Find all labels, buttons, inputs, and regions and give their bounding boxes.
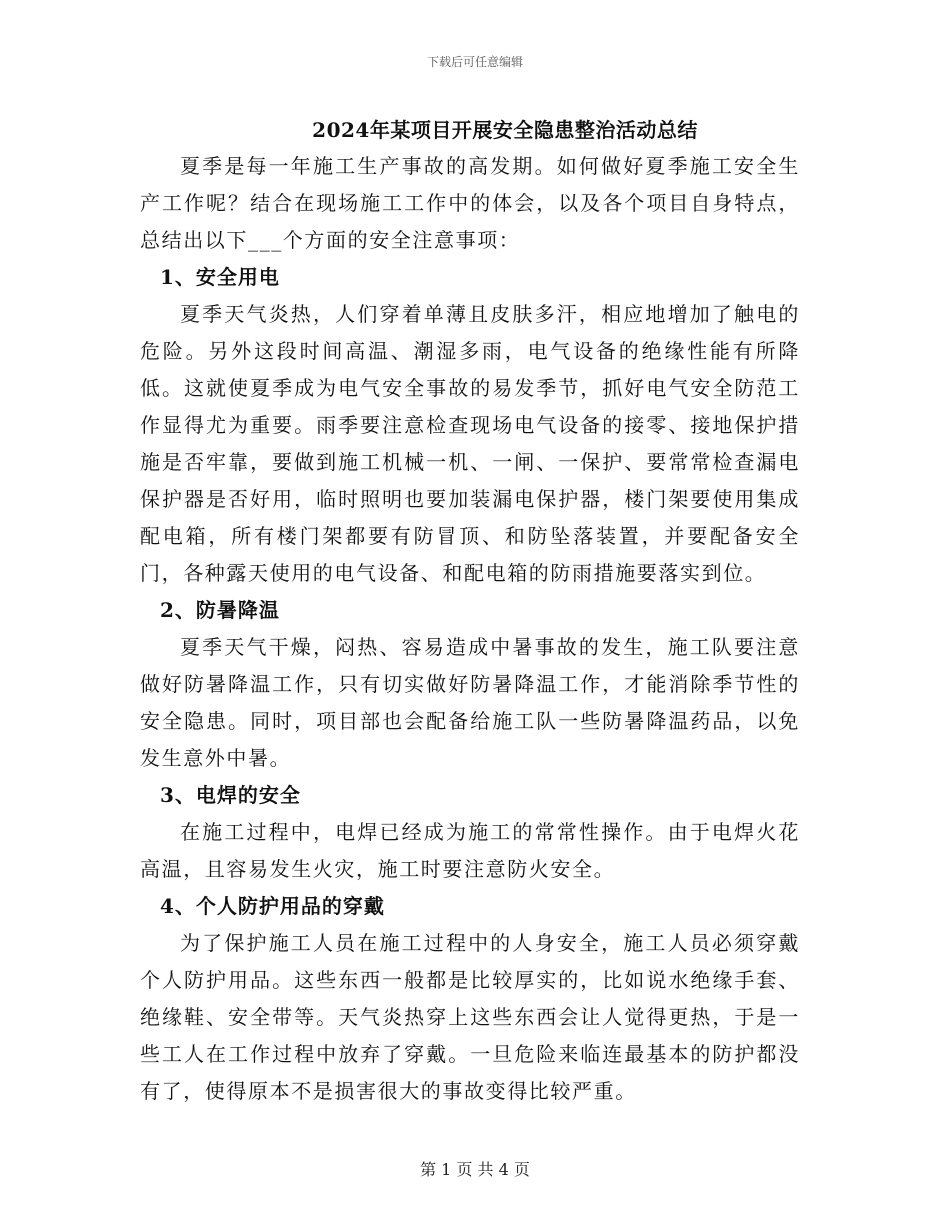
section-heading-electricity: 1、安全用电 [160,265,280,289]
document-body [140,148,800,1110]
page-footer: 第 1 页 共 4 页 [420,1160,530,1179]
header-note: 下载后可任意编辑 [426,55,523,69]
section-body-welding: 在施工过程中，电焊已经成为施工的常常性操作。由于电焊火花高温，且容易发生火灾，施工时要注意防火安全。 [140,820,800,881]
section-body-electricity: 夏季天气炎热，人们穿着单薄且皮肤多汗，相应地增加了触电的危险。另外这段时间高温、潮湿多雨，电气设备的绝缘性能有所降低。这就使夏季成为电气安全事故的易发季节，抓好电气安全防范工作显得尤为重要。雨季要注意检查现场电气设备的接零、接地保护措施是否牢靠，要做到施工机械一机、一闸、一保护、要常常检查漏电保护器是否好用，临时照明也要加装漏电保护器，楼门架要使用集成配电箱，所有楼门架都要有防冒顶、和防坠落装置，并要配备安全门，各种露天使用的电气设备、和配电箱的防雨措施要落实到位。 [140,302,800,585]
intro-paragraph: 夏季是每一年施工生产事故的高发期。如何做好夏季施工安全生产工作呢？结合在现场施工工作中的体会，以及各个项目自身特点，总结出以下___个方面的安全注意事项： [140,154,800,252]
section-body-ppe: 为了保护施工人员在施工过程中的人身安全，施工人员必须穿戴个人防护用品。这些东西一般都是比较厚实的，比如说水绝缘手套、绝缘鞋、安全带等。天气炎热穿上这些东西会让人觉得更热，于是一些工人在工作过程中放弃了穿戴。一旦危险来临连最基本的防护都没有了，使得原本不是损害很大的事故变得比较严重。 [140,931,800,1103]
section-heading-welding: 3、电焊的安全 [160,783,301,807]
section-body-heatstroke: 夏季天气干燥，闷热、容易造成中暑事故的发生，施工队要注意做好防暑降温工作，只有切实做好防暑降温工作，才能消除季节性的安全隐患。同时，项目部也会配备给施工队一些防暑降温药品，以免发生意外中暑。 [140,635,800,770]
document-title: 2024年某项目开展安全隐患整治活动总结 [312,118,698,142]
section-heading-heatstroke: 2、防暑降温 [160,598,280,622]
section-heading-ppe: 4、个人防护用品的穿戴 [160,894,385,918]
